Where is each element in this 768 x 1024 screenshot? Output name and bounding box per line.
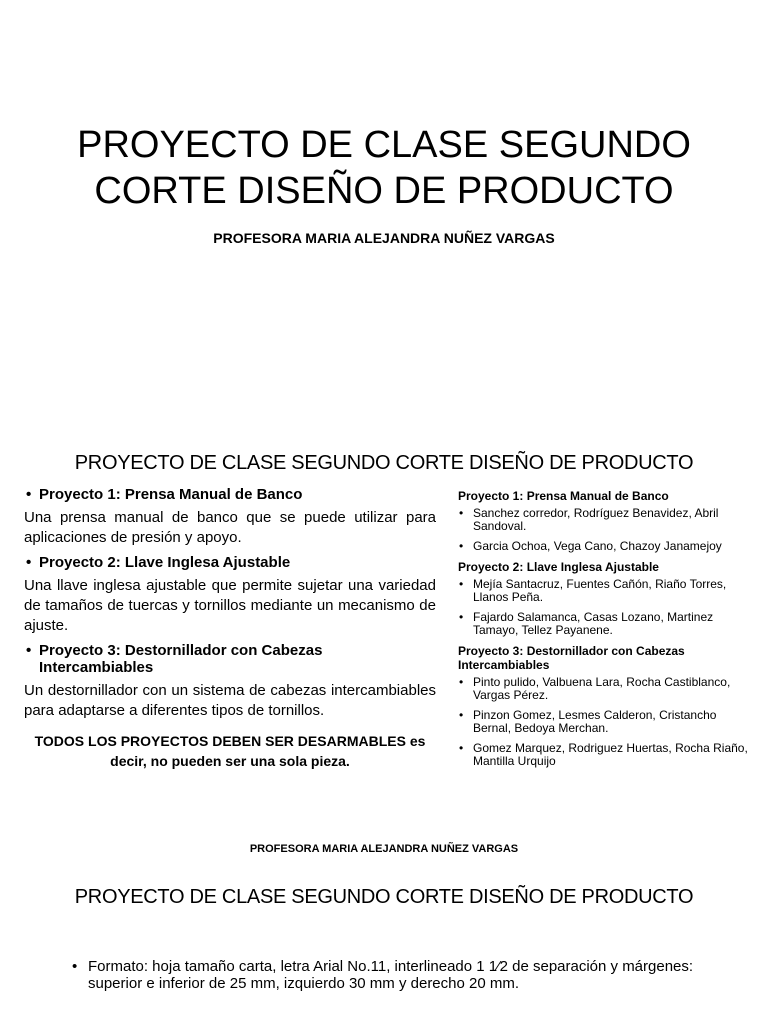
slide2-footer: PROFESORA MARIA ALEJANDRA NUÑEZ VARGAS (249, 843, 519, 855)
project2-description: Una llave inglesa ajustable que permite sujetar una variedad de tamaños de tuercas y tornillos mediante un mecanismo de ajuste. (24, 577, 436, 634)
slide1-title: PROYECTO DE CLASE SEGUNDO CORTE DISEÑO DE PRODUCTO (77, 124, 691, 212)
group-item: • Fajardo Salamanca, Casas Lozano, Martinez Tamayo, Tellez Payanene. (459, 610, 714, 637)
bullet-icon: • (459, 577, 464, 591)
groups-project2-heading: Proyecto 2: Llave Inglesa Ajustable (458, 560, 659, 574)
bullet-icon: • (459, 539, 464, 553)
disassembly-note: TODOS LOS PROYECTOS DEBEN SER DESARMABLES es decir, no pueden ser una sola pieza. (34, 733, 426, 769)
group-item: • Pinzon Gomez, Lesmes Calderon, Cristancho Bernal, Bedoya Merchan. (459, 708, 717, 735)
bullet-icon: • (26, 486, 32, 503)
projects-description-column (24, 486, 436, 771)
bullet-icon: • (459, 506, 464, 520)
slide-1 (0, 0, 768, 430)
project3-description: Un destornillador con un sistema de cabezas intercambiables para adaptarse a diferentes tipos de tornillos. (24, 682, 436, 719)
groups-column (458, 489, 750, 775)
project3-heading: • Proyecto 3: Destornillador con Cabezas Intercambiables (26, 642, 323, 676)
project1-heading: • Proyecto 1: Prensa Manual de Banco (26, 486, 303, 503)
slide2-title: PROYECTO DE CLASE SEGUNDO CORTE DISEÑO DE PRODUCTO (74, 452, 694, 474)
bullet-icon: • (26, 554, 32, 571)
project2-heading: • Proyecto 2: Llave Inglesa Ajustable (26, 554, 291, 571)
group-item: • Pinto pulido, Valbuena Lara, Rocha Castiblanco, Vargas Pérez. (459, 675, 731, 702)
group-item: • Garcia Ochoa, Vega Cano, Chazoy Janamejoy (459, 539, 722, 553)
groups-project1-heading: Proyecto 1: Prensa Manual de Banco (458, 489, 669, 503)
group-item: • Gomez Marquez, Rodriguez Huertas, Rocha Riaño, Mantilla Urquijo (459, 741, 748, 768)
project1-description: Una prensa manual de banco que se puede utilizar para aplicaciones de presión y apoyo. (24, 509, 436, 546)
slide-2 (0, 430, 768, 862)
groups-project3-heading: Proyecto 3: Destornillador con Cabezas Intercambiables (458, 644, 685, 672)
bullet-icon: • (459, 708, 464, 722)
bullet-icon: • (26, 642, 32, 659)
format-bullet: • Formato: hoja tamaño carta, letra Arial No.11, interlineado 1 1⁄2 de separación y márgenes: superior e inferior de 25 mm, izquierdo 30 mm y derecho 20 mm. (72, 958, 694, 992)
bullet-icon: • (459, 610, 464, 624)
bullet-icon: • (72, 958, 78, 975)
bullet-icon: • (459, 675, 464, 689)
group-item: • Mejía Santacruz, Fuentes Cañón, Riaño Torres, Llanos Peña. (459, 577, 727, 604)
slide1-subtitle: PROFESORA MARIA ALEJANDRA NUÑEZ VARGAS (213, 230, 555, 246)
slide3-title: PROYECTO DE CLASE SEGUNDO CORTE DISEÑO DE PRODUCTO (74, 886, 694, 908)
bullet-icon: • (459, 741, 464, 755)
slide-3 (0, 862, 768, 1024)
group-item: • Sanchez corredor, Rodríguez Benavidez, Abril Sandoval. (459, 506, 719, 533)
